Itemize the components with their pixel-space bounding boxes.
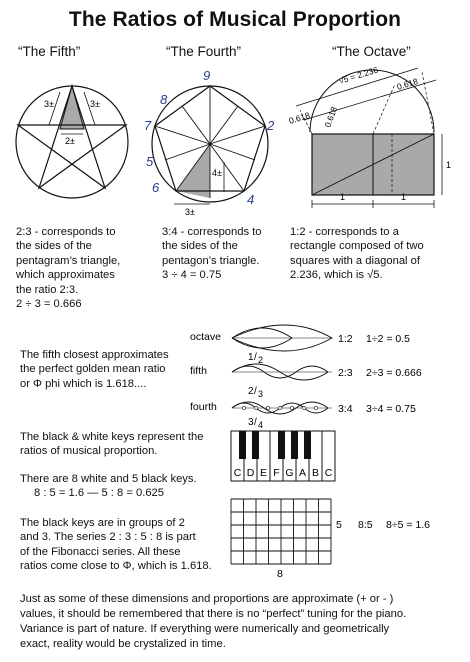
pentagon-diagram bbox=[140, 64, 290, 224]
wave-fraction-num-fourth: 3 bbox=[248, 417, 254, 428]
white-key-label: A bbox=[298, 467, 307, 479]
piano-keyboard bbox=[230, 430, 334, 482]
wave-label-octave: octave bbox=[190, 331, 221, 343]
grid-side-label: 5 bbox=[336, 519, 342, 531]
white-key-label: E bbox=[259, 467, 268, 479]
fibonacci-text: The black keys are in groups of 2 and 3. The series 2 : 3 : 5 : 8 is part of the Fibonacci series. All these ratios come close to Φ, which is 1.618. bbox=[20, 517, 212, 573]
wave-calc-octave: 1÷2 = 0.5 bbox=[366, 333, 411, 345]
hand-digit-left: 7 bbox=[144, 118, 152, 133]
diagonal-label: √5 = 2.236 bbox=[337, 64, 380, 86]
wave-calc-fifth: 2÷3 = 0.666 bbox=[366, 367, 422, 379]
wave-ratio-fifth: 2:3 bbox=[338, 367, 353, 379]
hand-digit-right: 2 bbox=[267, 118, 275, 133]
pentagon-height-label: 4± bbox=[212, 168, 222, 178]
golden-label-c: 0.618 bbox=[322, 105, 340, 129]
pentagram-shaded-triangle bbox=[60, 86, 84, 129]
black-key bbox=[291, 431, 298, 459]
wave-calc-fourth: 3÷4 = 0.75 bbox=[366, 403, 416, 415]
fifth-heading: “The Fifth” bbox=[18, 44, 81, 59]
white-key-label: B bbox=[311, 467, 320, 479]
bottom-label-b: 1 bbox=[401, 192, 407, 202]
construction-mid bbox=[373, 84, 395, 134]
pentagon-base-label: 3± bbox=[185, 207, 195, 217]
fourth-description: 3:4 - corresponds to the sides of the pentagon’s triangle. 3 ÷ 4 = 0.75 bbox=[162, 226, 262, 282]
side-label: 1 bbox=[446, 160, 452, 170]
pentagram-side-label-left: 3± bbox=[44, 99, 54, 109]
hand-digit-upper-left: 8 bbox=[160, 92, 168, 107]
wave-ratio-fourth: 3:4 bbox=[338, 403, 353, 415]
grid-lines bbox=[231, 499, 331, 564]
grid-ratio: 8:5 bbox=[358, 519, 373, 531]
hand-digit-bottom-left: 6 bbox=[152, 180, 160, 195]
black-key bbox=[252, 431, 259, 459]
closing-text: Just as some of these dimensions and proportions are approximate (+ or - ) values, it should be remembered that there is no “perfect” tuning for the piano. Variance is part of nature. If everything were numerically and geometrically exact, reality would be crystalized in time. bbox=[20, 593, 407, 650]
svg-text:/: / bbox=[254, 417, 257, 428]
hand-digit-top: 9 bbox=[203, 68, 211, 83]
wave-fraction-den-octave: 2 bbox=[258, 355, 264, 365]
golden-label-b: 0.618 bbox=[395, 76, 419, 92]
bottom-label-a: 1 bbox=[340, 192, 346, 202]
keys-text: The black & white keys represent the ratios of musical proportion. bbox=[20, 431, 204, 458]
grid-bottom-label: 8 bbox=[277, 568, 283, 580]
ratio-grid bbox=[230, 498, 470, 582]
wave-ratio-octave: 1:2 bbox=[338, 333, 353, 345]
page-title: The Ratios of Musical Proportion bbox=[68, 8, 402, 31]
fourth-heading: “The Fourth” bbox=[166, 44, 242, 59]
octave-heading: “The Octave” bbox=[332, 44, 411, 59]
grid-calc: 8÷5 = 1.6 bbox=[386, 519, 431, 531]
wave-fraction-num-fifth: 2 bbox=[248, 386, 254, 397]
black-key bbox=[278, 431, 285, 459]
wave-label-fourth: fourth bbox=[190, 401, 217, 413]
counts-text: There are 8 white and 5 black keys. 8 : 5 = 1.6 — 5 : 8 = 0.625 bbox=[20, 473, 197, 500]
wave-fraction-num-octave: 1 bbox=[248, 352, 254, 363]
wave-fraction-den-fifth: 3 bbox=[258, 389, 264, 399]
hand-digit-bottom-right: 4 bbox=[247, 192, 255, 207]
pentagram-base-label: 2± bbox=[65, 136, 75, 146]
white-key-label: C bbox=[233, 467, 242, 479]
wave-label-fifth: fifth bbox=[190, 365, 207, 377]
white-key-label: D bbox=[246, 467, 255, 479]
wave-diagram bbox=[186, 324, 470, 428]
black-key bbox=[304, 431, 311, 459]
hand-digit-mid-left: 5 bbox=[146, 154, 154, 169]
black-key bbox=[239, 431, 246, 459]
fifth-description: 2:3 - corresponds to the sides of the pentagram’s triangle, which approximates the ratio 2:3. 2 ÷ 3 = 0.666 bbox=[16, 226, 121, 311]
octave-diagram bbox=[287, 62, 465, 222]
svg-text:/: / bbox=[254, 352, 257, 363]
pentagon-spokes bbox=[155, 86, 265, 198]
white-key-label: G bbox=[285, 467, 294, 479]
svg-text:/: / bbox=[254, 386, 257, 397]
wave-fraction-den-fourth: 4 bbox=[258, 420, 264, 430]
pentagram-side-label-right: 3± bbox=[90, 99, 100, 109]
golden-mean-text: The fifth closest approximates the perfect golden mean ratio or Φ phi which is 1.618.... bbox=[20, 349, 169, 390]
pentagram-diagram bbox=[8, 64, 138, 210]
white-key-label: F bbox=[273, 467, 280, 479]
white-key-label: C bbox=[324, 467, 333, 479]
octave-description: 1:2 - corresponds to a rectangle composed of two squares with a diagonal of 2.236, which is √5. bbox=[290, 226, 424, 282]
pentagon-shaded-triangle bbox=[176, 144, 210, 198]
golden-label-a: 0.618 bbox=[287, 110, 311, 126]
